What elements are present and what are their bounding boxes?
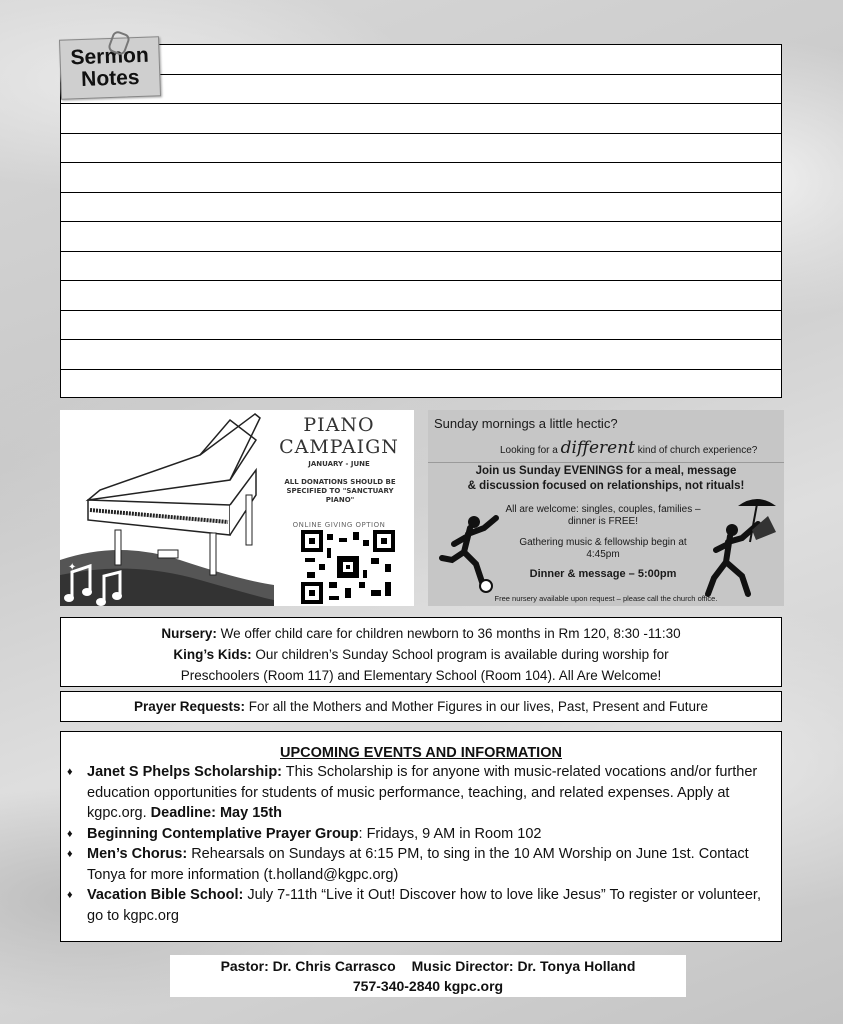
upcoming-events-box bbox=[60, 731, 782, 942]
pastor-name: Pastor: Dr. Chris Carrasco bbox=[220, 958, 396, 974]
piano-campaign-panel bbox=[60, 410, 414, 606]
event-label: Vacation Bible School: bbox=[87, 887, 244, 903]
note-line bbox=[61, 369, 781, 370]
music-director-name: Music Director: Dr. Tonya Holland bbox=[411, 958, 636, 974]
note-line bbox=[61, 221, 781, 222]
prayer-requests-box bbox=[60, 691, 782, 722]
event-text: Rehearsals on Sundays at 6:15 PM, to sing in the 10 AM Worship on June 1st. Contact Tonya for more information (t.holland@kgpc.org) bbox=[87, 846, 749, 883]
looking-emphasis: different bbox=[560, 438, 636, 458]
diamond-bullet-icon: ♦ bbox=[67, 766, 73, 778]
event-label: Beginning Contemplative Prayer Group bbox=[87, 825, 359, 842]
prayer-label: Prayer Requests: bbox=[133, 699, 246, 714]
footer-staff-line bbox=[170, 956, 686, 976]
nursery-line bbox=[61, 623, 781, 644]
piano-title-line2: CAMPAIGN bbox=[279, 436, 399, 458]
event-label: Janet S Phelps Scholarship: bbox=[87, 764, 282, 780]
sermon-notes-box bbox=[60, 44, 782, 398]
sunday-evenings-panel bbox=[428, 410, 784, 606]
beach-chair-icon bbox=[732, 496, 782, 546]
diamond-bullet-icon: ♦ bbox=[67, 827, 73, 840]
event-label: Men’s Chorus: bbox=[87, 846, 188, 862]
note-line bbox=[61, 192, 781, 193]
sermon-notes-subtitle: Notes bbox=[80, 65, 140, 92]
evenings-join bbox=[428, 464, 784, 494]
nursery-text: We offer child care for children newborn to 36 months in Rm 120, 8:30 -11:30 bbox=[216, 626, 681, 641]
piano-donation-note: ALL DONATIONS SHOULD BE SPECIFIED TO "SANCTUARY PIANO" bbox=[284, 478, 396, 504]
note-line bbox=[61, 74, 781, 75]
diamond-bullet-icon: ♦ bbox=[67, 848, 73, 860]
event-item bbox=[67, 824, 775, 845]
kings-kids-line-2: Preschoolers (Room 117) and Elementary School (Room 104). All Are Welcome! bbox=[180, 668, 662, 683]
evenings-dinner: Dinner & message – 5:00pm bbox=[529, 568, 677, 580]
event-item bbox=[67, 762, 775, 824]
note-line bbox=[61, 310, 781, 311]
piano-campaign-title bbox=[274, 414, 404, 458]
music-notes-icon bbox=[64, 558, 134, 608]
evenings-welcome: All are welcome: singles, couples, families – dinner is FREE! bbox=[505, 504, 701, 527]
note-line bbox=[61, 162, 781, 163]
join-line-1: Join us Sunday EVENINGS for a meal, message bbox=[475, 465, 737, 477]
soccer-player-icon bbox=[434, 514, 504, 594]
looking-prefix: Looking for a bbox=[500, 445, 558, 456]
nursery-label: Nursery: bbox=[161, 626, 217, 641]
qr-code-icon[interactable] bbox=[301, 530, 395, 604]
join-line-2: & discussion focused on relationships, not rituals! bbox=[467, 480, 745, 492]
note-line bbox=[61, 339, 781, 340]
svg-text:✦: ✦ bbox=[68, 562, 77, 573]
evenings-looking bbox=[500, 438, 757, 458]
diamond-bullet-icon: ♦ bbox=[67, 889, 73, 901]
footer-contact bbox=[170, 955, 686, 997]
piano-campaign-dates: JANUARY - JUNE bbox=[308, 460, 370, 468]
event-item bbox=[67, 844, 775, 885]
kings-kids-label: King’s Kids: bbox=[173, 647, 252, 662]
event-text: This Scholarship is for anyone with music-related vocations and/or further education opportunities for students of music performance, teaching, and related expenses. Apply at kgpc.org. bbox=[87, 764, 758, 821]
evenings-headline: Sunday mornings a little hectic? bbox=[434, 416, 618, 431]
event-deadline: Deadline: May 15th bbox=[150, 805, 283, 821]
note-line bbox=[61, 133, 781, 134]
online-giving-label: ONLINE GIVING OPTION bbox=[292, 521, 386, 529]
note-line bbox=[61, 251, 781, 252]
prayer-text: For all the Mothers and Mother Figures in our lives, Past, Present and Future bbox=[245, 699, 709, 714]
evenings-nursery-note: Free nursery available upon request – please call the church office. bbox=[494, 594, 718, 603]
evenings-gathering: Gathering music & fellowship begin at 4:45pm bbox=[519, 537, 687, 560]
kings-kids-line bbox=[61, 644, 781, 665]
piano-title-line1: PIANO bbox=[303, 414, 375, 436]
note-line bbox=[61, 103, 781, 104]
event-text: : Fridays, 9 AM in Room 102 bbox=[358, 825, 542, 842]
footer-contact-line: 757-340-2840 kgpc.org bbox=[352, 978, 504, 994]
nursery-info-box bbox=[60, 617, 782, 687]
divider bbox=[428, 462, 784, 463]
events-list bbox=[67, 762, 775, 926]
event-item bbox=[67, 885, 775, 926]
event-text: July 7-11th “Live it Out! Discover how to love like Jesus” To register or volunteer, go to kgpc.org bbox=[87, 887, 761, 924]
events-title: UPCOMING EVENTS AND INFORMATION bbox=[280, 745, 562, 761]
looking-suffix: kind of church experience? bbox=[637, 445, 758, 456]
note-line bbox=[61, 280, 781, 281]
kings-kids-text: Our children’s Sunday School program is available during worship for bbox=[251, 647, 669, 662]
sermon-notes-title: Sermon bbox=[70, 43, 150, 70]
